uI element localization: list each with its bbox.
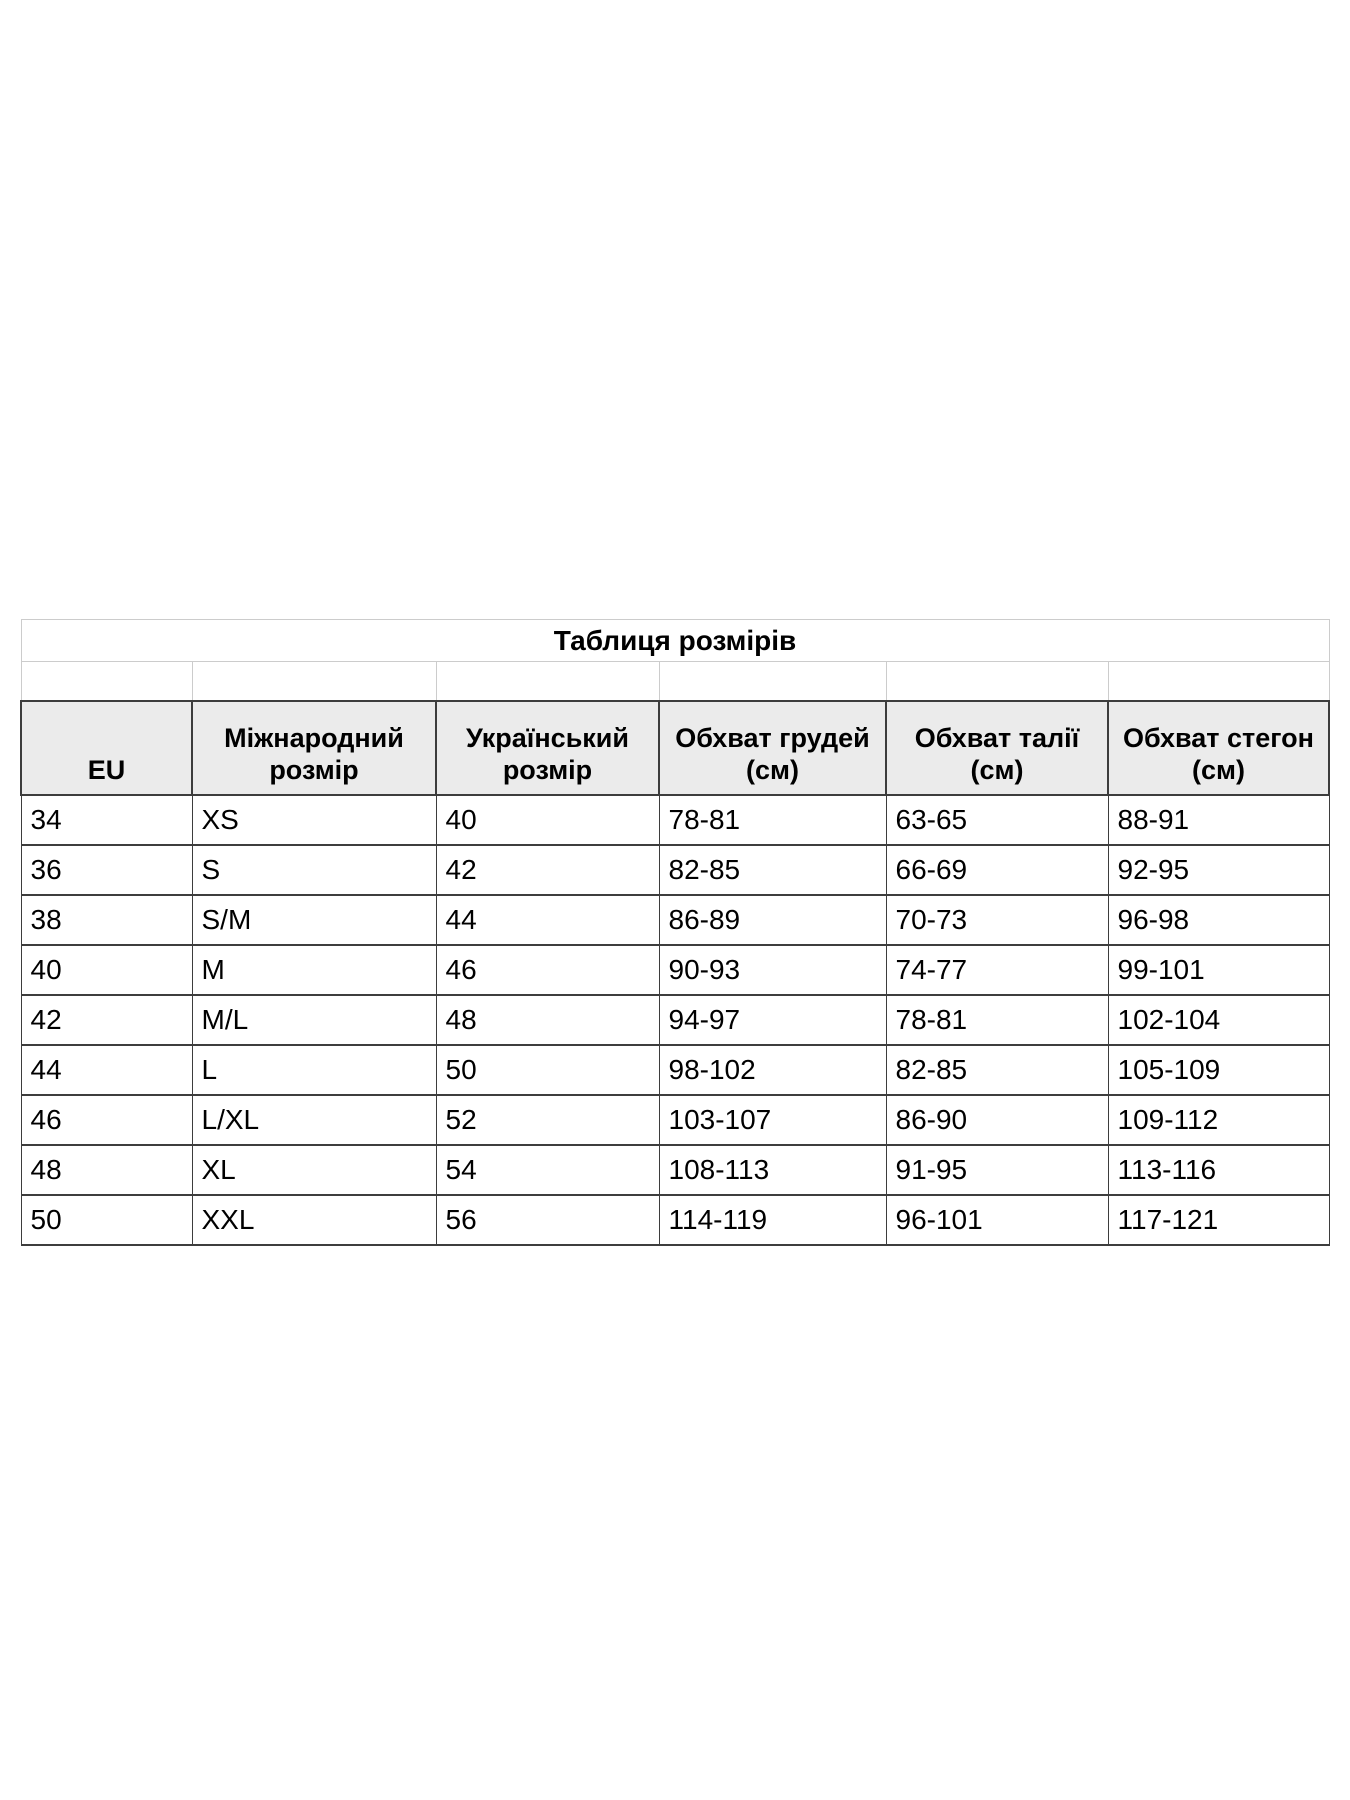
table-cell: 96-98: [1108, 895, 1329, 945]
table-cell: 42: [436, 845, 659, 895]
spacer-cell: [1108, 662, 1329, 702]
table-cell: 96-101: [886, 1195, 1108, 1245]
table-cell: XL: [192, 1145, 436, 1195]
table-cell: 98-102: [659, 1045, 886, 1095]
table-cell: 91-95: [886, 1145, 1108, 1195]
spacer-row: [21, 662, 1329, 702]
size-table-body: [21, 795, 1329, 1245]
table-cell: XXL: [192, 1195, 436, 1245]
table-cell: 46: [436, 945, 659, 995]
table-cell: 56: [436, 1195, 659, 1245]
table-cell: XS: [192, 795, 436, 845]
column-header-waist: Обхват талії (см): [886, 701, 1108, 795]
table-cell: 50: [436, 1045, 659, 1095]
table-cell: 36: [21, 845, 192, 895]
column-header-chest: Обхват грудей (см): [659, 701, 886, 795]
table-row: [21, 1145, 1329, 1195]
table-cell: 66-69: [886, 845, 1108, 895]
table-cell: S/M: [192, 895, 436, 945]
table-cell: 42: [21, 995, 192, 1045]
table-cell: 109-112: [1108, 1095, 1329, 1145]
table-row: [21, 945, 1329, 995]
column-header-hips: Обхват стегон (см): [1108, 701, 1329, 795]
table-cell: 103-107: [659, 1095, 886, 1145]
table-cell: 63-65: [886, 795, 1108, 845]
table-cell: 117-121: [1108, 1195, 1329, 1245]
table-cell: S: [192, 845, 436, 895]
table-cell: 82-85: [886, 1045, 1108, 1095]
table-cell: 52: [436, 1095, 659, 1145]
table-row: [21, 795, 1329, 845]
table-cell: M: [192, 945, 436, 995]
table-cell: 114-119: [659, 1195, 886, 1245]
table-row: [21, 895, 1329, 945]
spacer-cell: [436, 662, 659, 702]
column-header-eu: EU: [21, 701, 192, 795]
spacer-cell: [21, 662, 192, 702]
table-cell: 54: [436, 1145, 659, 1195]
spacer-cell: [659, 662, 886, 702]
title-row: [21, 620, 1329, 662]
table-cell: 78-81: [659, 795, 886, 845]
table-cell: 46: [21, 1095, 192, 1145]
table-row: [21, 995, 1329, 1045]
table-cell: 40: [436, 795, 659, 845]
table-cell: 105-109: [1108, 1045, 1329, 1095]
table-row: [21, 1095, 1329, 1145]
table-cell: 40: [21, 945, 192, 995]
table-cell: L: [192, 1045, 436, 1095]
table-cell: 48: [21, 1145, 192, 1195]
table-title: Таблиця розмірів: [21, 620, 1329, 662]
table-cell: 50: [21, 1195, 192, 1245]
table-cell: 38: [21, 895, 192, 945]
table-cell: 94-97: [659, 995, 886, 1045]
table-cell: M/L: [192, 995, 436, 1045]
table-cell: 102-104: [1108, 995, 1329, 1045]
table-cell: 34: [21, 795, 192, 845]
header-row: [21, 701, 1329, 795]
table-cell: 113-116: [1108, 1145, 1329, 1195]
table-cell: 99-101: [1108, 945, 1329, 995]
spacer-cell: [886, 662, 1108, 702]
table-cell: 92-95: [1108, 845, 1329, 895]
size-chart-table: [20, 619, 1330, 1246]
table-cell: 86-89: [659, 895, 886, 945]
table-cell: L/XL: [192, 1095, 436, 1145]
table-cell: 44: [21, 1045, 192, 1095]
table-cell: 88-91: [1108, 795, 1329, 845]
table-row: [21, 1195, 1329, 1245]
table-cell: 78-81: [886, 995, 1108, 1045]
table-row: [21, 845, 1329, 895]
table-cell: 74-77: [886, 945, 1108, 995]
column-header-ukrainian: Український розмір: [436, 701, 659, 795]
table-cell: 86-90: [886, 1095, 1108, 1145]
table-cell: 90-93: [659, 945, 886, 995]
table-cell: 108-113: [659, 1145, 886, 1195]
table-cell: 48: [436, 995, 659, 1045]
table-cell: 82-85: [659, 845, 886, 895]
table-cell: 44: [436, 895, 659, 945]
table-row: [21, 1045, 1329, 1095]
column-header-international: Міжнародний розмір: [192, 701, 436, 795]
spacer-cell: [192, 662, 436, 702]
table-cell: 70-73: [886, 895, 1108, 945]
